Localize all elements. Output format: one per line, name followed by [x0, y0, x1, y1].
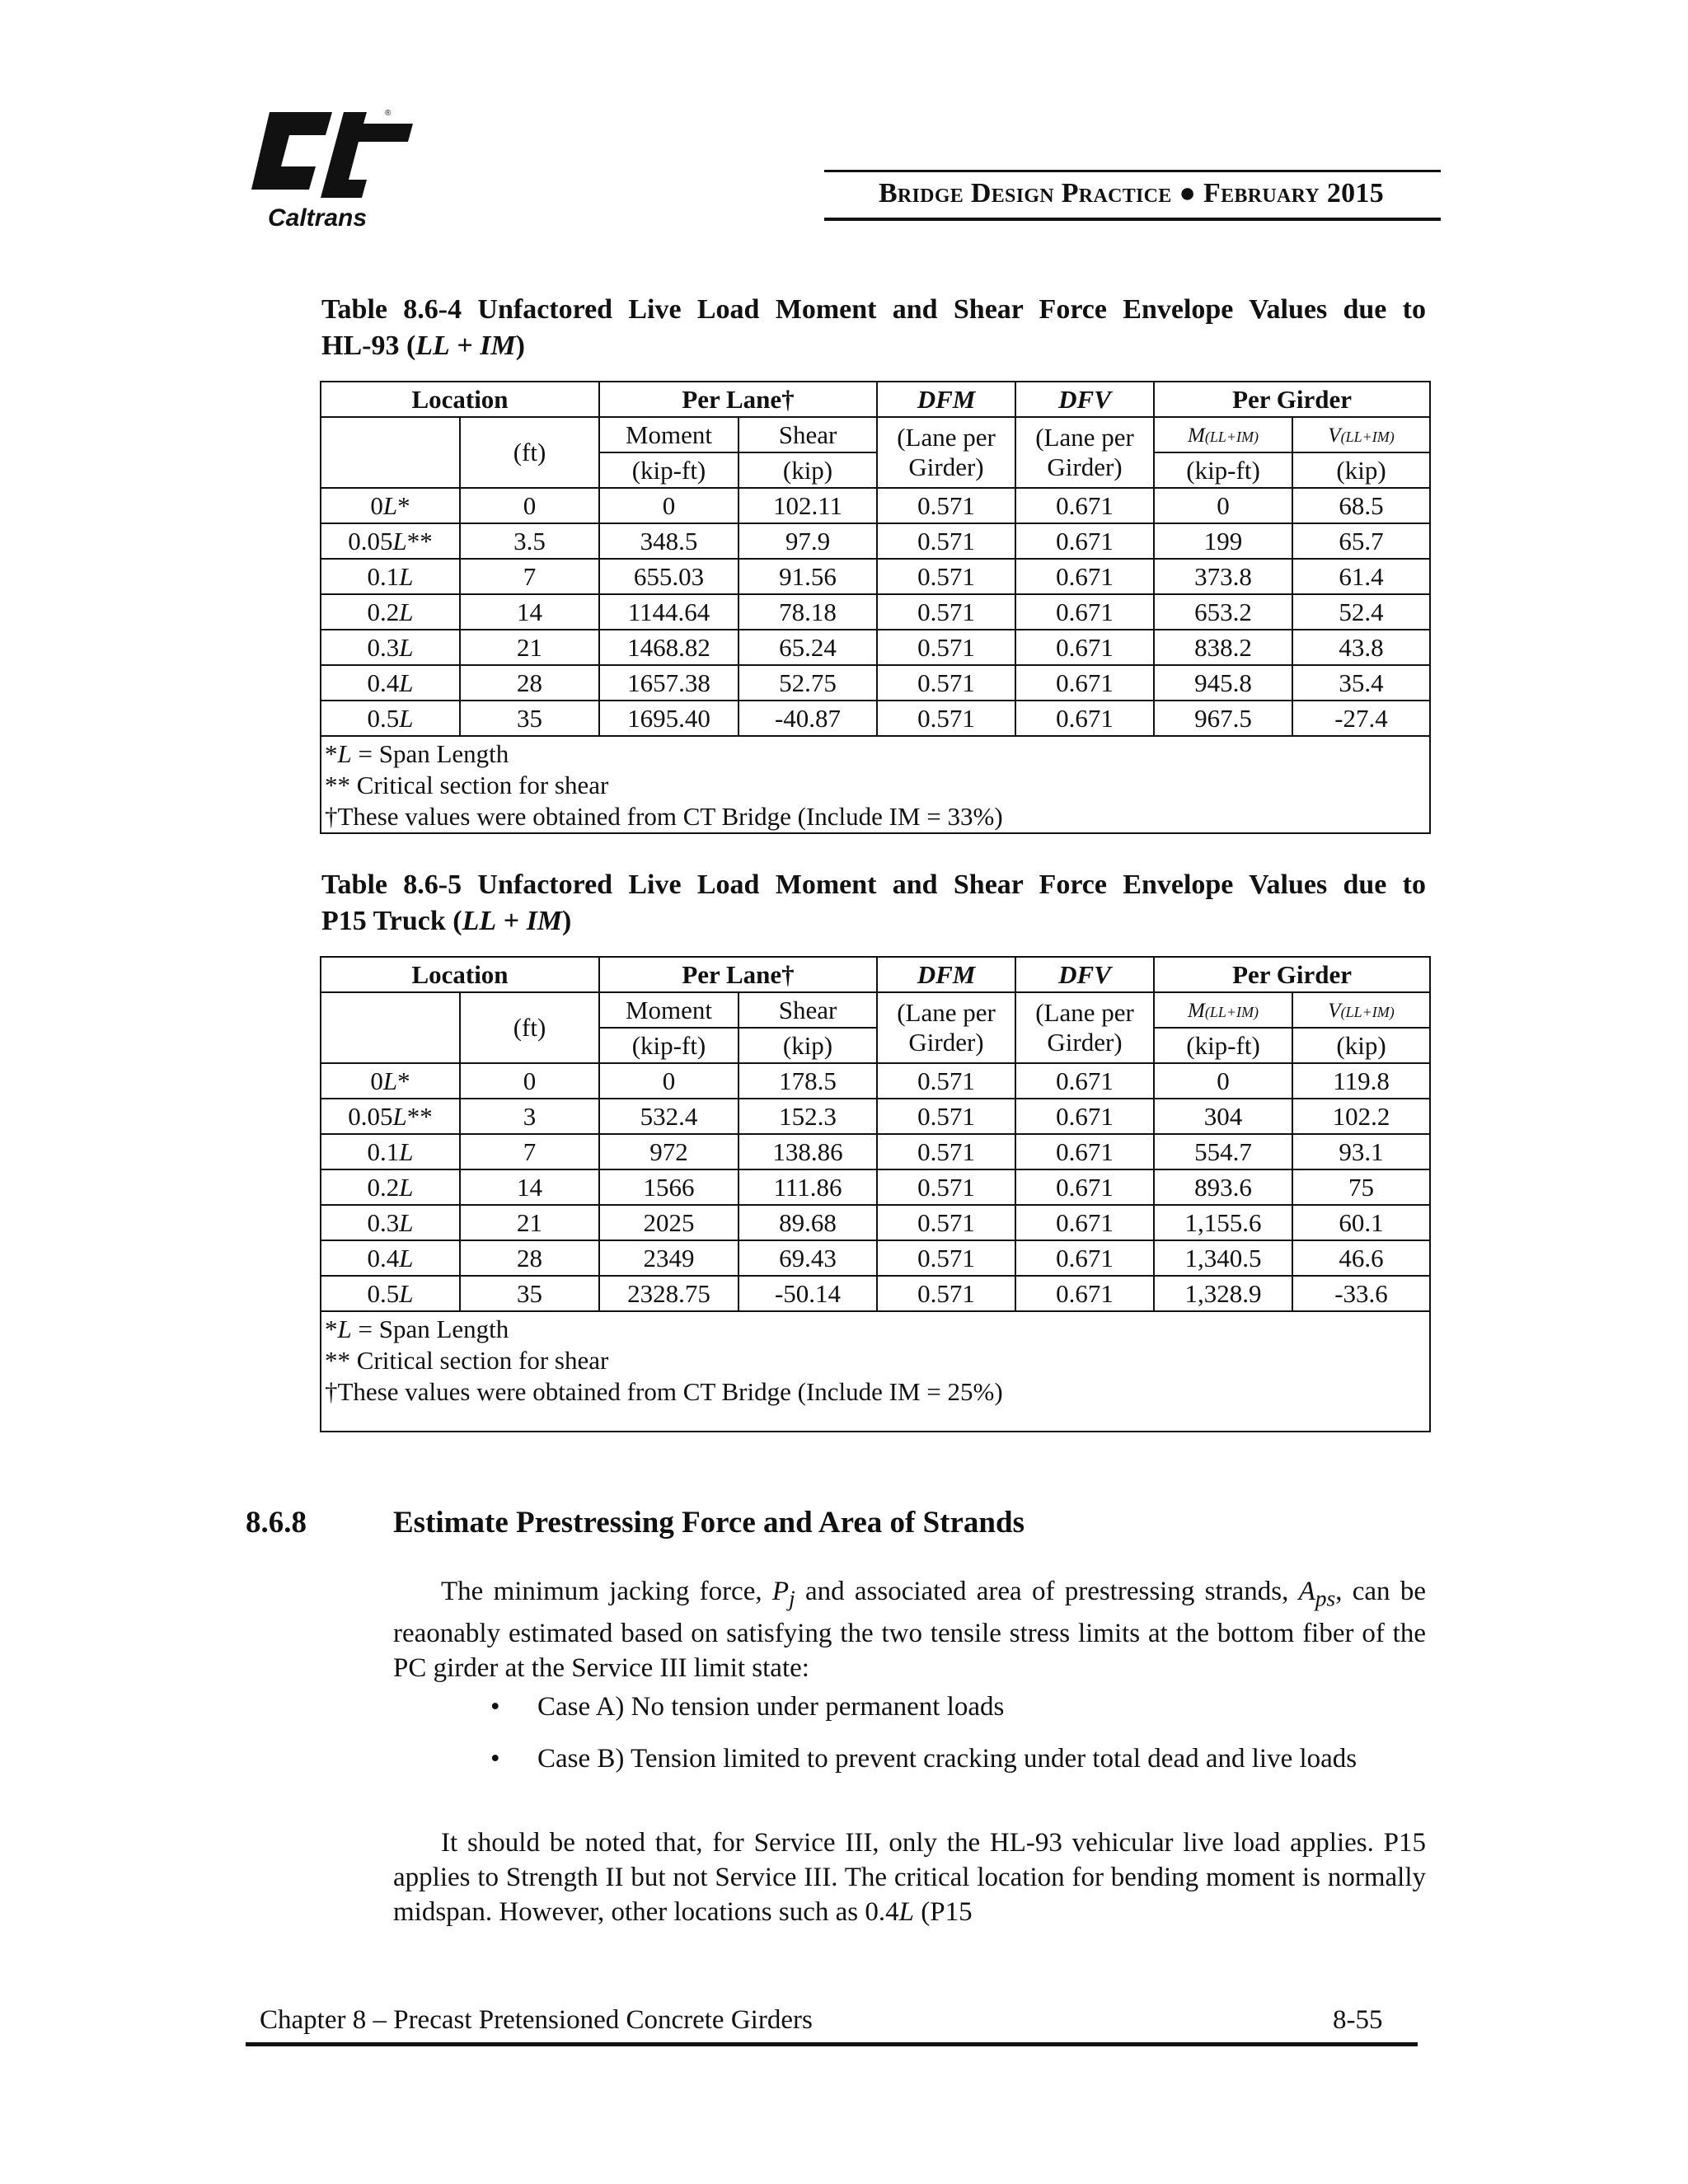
footer-rule — [246, 2042, 1418, 2046]
table-p15 — [320, 956, 1431, 1432]
cell-location: 0.5L — [321, 1276, 460, 1311]
cell-ft: 21 — [460, 1205, 599, 1240]
cell-dfv: 0.671 — [1015, 665, 1154, 701]
table-row — [321, 1240, 1430, 1276]
cell-v-girder: 61.4 — [1292, 559, 1430, 594]
cell-ft: 0 — [460, 1063, 599, 1099]
paragraph-intro — [393, 1574, 1426, 1685]
note-span-length: *L = Span Length — [325, 739, 509, 768]
cell-m-girder: 1,155.6 — [1154, 1205, 1292, 1240]
cell-shear: 78.18 — [738, 594, 877, 630]
header-dfm: DFM — [877, 957, 1015, 992]
table-row — [321, 1169, 1430, 1205]
cell-dfm: 0.571 — [877, 1099, 1015, 1134]
paragraph-text: The minimum jacking force, $P_j$ and associated area of prestressing strands, $A_{ps}$, can be reaonably estimated based on satisfying the two tensile stress limits at the bottom fiber of the PC girder at the Service III limit state: — [393, 1577, 1426, 1683]
header-ft: (ft) — [460, 417, 599, 488]
cell-m-girder: 554.7 — [1154, 1134, 1292, 1169]
note-ct-bridge: †These values were obtained from CT Bridge (Include IM = 33%) — [325, 802, 1003, 831]
llim-subscript: (LL+IM) — [1204, 428, 1259, 445]
cell-dfm: 0.571 — [877, 630, 1015, 665]
paragraph-service-iii — [393, 1825, 1426, 1929]
cell-shear: 65.24 — [738, 630, 877, 665]
header-location: Location — [321, 957, 599, 992]
cell-dfv: 0.671 — [1015, 594, 1154, 630]
table-row — [321, 559, 1430, 594]
cell-dfm: 0.571 — [877, 488, 1015, 523]
cell-moment: 532.4 — [599, 1099, 738, 1134]
cell-v-girder: -27.4 — [1292, 701, 1430, 736]
cell-dfv: 0.671 — [1015, 559, 1154, 594]
cell-ft: 21 — [460, 630, 599, 665]
cell-moment: 2349 — [599, 1240, 738, 1276]
lane-per-text: (Lane per — [897, 998, 996, 1027]
cell-dfv: 0.671 — [1015, 701, 1154, 736]
cell-dfm: 0.571 — [877, 1063, 1015, 1099]
table-row — [321, 1134, 1430, 1169]
cell-location: 0.5L — [321, 701, 460, 736]
cell-dfm: 0.571 — [877, 1169, 1015, 1205]
cell-ft: 35 — [460, 1276, 599, 1311]
cell-ft: 28 — [460, 665, 599, 701]
llim-subscript: (LL+IM) — [1204, 1003, 1259, 1020]
cell-ft: 28 — [460, 1240, 599, 1276]
header-dfm-unit — [877, 417, 1015, 488]
cell-moment: 0 — [599, 488, 738, 523]
cell-m-girder: 1,340.5 — [1154, 1240, 1292, 1276]
header-dfm-unit — [877, 992, 1015, 1063]
header-moment: Moment — [599, 417, 738, 452]
cell-ft: 3.5 — [460, 523, 599, 559]
header-kip-ft: (kip-ft) — [1154, 1028, 1292, 1063]
cell-location: 0.1L — [321, 559, 460, 594]
cell-v-girder: 102.2 — [1292, 1099, 1430, 1134]
paragraph-text: It should be noted that, for Service III, only the HL-93 vehicular live load applies. P15 applies to Strength II but not Service III. The critical location for bending moment is normally midspan. However, other locations such as 0.4L (P15 — [393, 1828, 1426, 1927]
cell-m-girder: 304 — [1154, 1099, 1292, 1134]
caltrans-logo-mark — [251, 105, 416, 231]
caltrans-logo — [251, 105, 416, 231]
header-rule-bottom — [824, 218, 1441, 221]
cell-location: 0.3L — [321, 1205, 460, 1240]
cell-m-girder: 0 — [1154, 488, 1292, 523]
lane-per-text: (Lane per — [1035, 998, 1134, 1027]
cell-v-girder: 46.6 — [1292, 1240, 1430, 1276]
cell-shear: -40.87 — [738, 701, 877, 736]
cell-shear: 152.3 — [738, 1099, 877, 1134]
header-per-girder: Per Girder — [1154, 382, 1430, 417]
cell-location: 0.2L — [321, 594, 460, 630]
cell-ft: 14 — [460, 594, 599, 630]
svg-text:®: ® — [385, 109, 392, 118]
header-shear: Shear — [738, 417, 877, 452]
cell-shear: 138.86 — [738, 1134, 877, 1169]
cell-moment: 348.5 — [599, 523, 738, 559]
header-kip-ft: (kip-ft) — [1154, 452, 1292, 488]
header-per-girder: Per Girder — [1154, 957, 1430, 992]
cell-ft: 3 — [460, 1099, 599, 1134]
header-kip-ft: (kip-ft) — [599, 452, 738, 488]
cell-dfv: 0.671 — [1015, 630, 1154, 665]
cell-dfm: 0.571 — [877, 1134, 1015, 1169]
table-row — [321, 594, 1430, 630]
cell-shear: 111.86 — [738, 1169, 877, 1205]
cell-ft: 0 — [460, 488, 599, 523]
note-critical-section: ** Critical section for shear — [325, 771, 609, 799]
cell-location: 0.3L — [321, 630, 460, 665]
bullet-item-case-a — [490, 1690, 1430, 1724]
table-row — [321, 665, 1430, 701]
cell-shear: 69.43 — [738, 1240, 877, 1276]
header-dfv-unit — [1015, 417, 1154, 488]
cell-moment: 2025 — [599, 1205, 738, 1240]
header-kip: (kip) — [1292, 452, 1430, 488]
cell-v-girder: 119.8 — [1292, 1063, 1430, 1099]
table-row — [321, 1063, 1430, 1099]
shear-symbol: V — [1328, 424, 1341, 447]
cell-location: 0.2L — [321, 1169, 460, 1205]
llim-subscript: (LL+IM) — [1340, 1003, 1395, 1020]
cell-v-girder: 65.7 — [1292, 523, 1430, 559]
cell-dfm: 0.571 — [877, 665, 1015, 701]
cell-dfm: 0.571 — [877, 559, 1015, 594]
cell-v-girder: -33.6 — [1292, 1276, 1430, 1311]
cell-dfv: 0.671 — [1015, 1276, 1154, 1311]
cell-dfm: 0.571 — [877, 1276, 1015, 1311]
header-v-llim — [1292, 417, 1430, 452]
footer-chapter: Chapter 8 – Precast Pretensioned Concrete Girders — [260, 2005, 813, 2035]
header-per-lane: Per Lane† — [599, 382, 877, 417]
cell-dfv: 0.671 — [1015, 1099, 1154, 1134]
cell-dfv: 0.671 — [1015, 1240, 1154, 1276]
moment-symbol: M — [1188, 424, 1205, 447]
note-ct-bridge: †These values were obtained from CT Bridge (Include IM = 25%) — [325, 1377, 1003, 1406]
footer-page-number: 8-55 — [1333, 2005, 1383, 2035]
table-caption-hl93 — [321, 292, 1426, 364]
header-shear: Shear — [738, 992, 877, 1028]
logo-wordmark: Caltrans — [268, 204, 368, 231]
moment-symbol: M — [1188, 999, 1205, 1022]
girder-text: Girder) — [908, 1028, 984, 1057]
cell-shear: -50.14 — [738, 1276, 877, 1311]
cell-m-girder: 199 — [1154, 523, 1292, 559]
lane-per-text: (Lane per — [897, 423, 996, 452]
cell-shear: 102.11 — [738, 488, 877, 523]
table-row — [321, 1205, 1430, 1240]
table-row — [321, 523, 1430, 559]
cell-dfv: 0.671 — [1015, 1134, 1154, 1169]
cell-location: 0.4L — [321, 1240, 460, 1276]
cell-dfm: 0.571 — [877, 523, 1015, 559]
llim-subscript: (LL+IM) — [1340, 428, 1395, 445]
table-row — [321, 701, 1430, 736]
cell-ft: 14 — [460, 1169, 599, 1205]
cell-location: 0L* — [321, 1063, 460, 1099]
bullet-item-case-b — [490, 1741, 1430, 1776]
note-span-length: *L = Span Length — [325, 1315, 509, 1343]
girder-text: Girder) — [1047, 1028, 1123, 1057]
caption-line1: Table 8.6-5 Unfactored Live Load Moment and Shear Force Envelope Values due to — [321, 869, 1426, 900]
cell-moment: 655.03 — [599, 559, 738, 594]
cell-moment: 1657.38 — [599, 665, 738, 701]
cell-moment: 0 — [599, 1063, 738, 1099]
cell-m-girder: 0 — [1154, 1063, 1292, 1099]
header-location: Location — [321, 382, 599, 417]
header-dfv: DFV — [1015, 382, 1154, 417]
table-row — [321, 1099, 1430, 1134]
cell-m-girder: 653.2 — [1154, 594, 1292, 630]
cell-m-girder: 945.8 — [1154, 665, 1292, 701]
cell-moment: 1468.82 — [599, 630, 738, 665]
cell-location: 0L* — [321, 488, 460, 523]
cell-ft: 35 — [460, 701, 599, 736]
table-row — [321, 488, 1430, 523]
header-m-llim — [1154, 417, 1292, 452]
cell-shear: 89.68 — [738, 1205, 877, 1240]
table-body — [321, 488, 1430, 833]
cell-location: 0.1L — [321, 1134, 460, 1169]
cell-dfm: 0.571 — [877, 594, 1015, 630]
cell-v-girder: 35.4 — [1292, 665, 1430, 701]
note-critical-section: ** Critical section for shear — [325, 1346, 609, 1375]
cell-m-girder: 893.6 — [1154, 1169, 1292, 1205]
header-rule-top — [824, 170, 1441, 172]
lane-per-text: (Lane per — [1035, 423, 1134, 452]
table-notes — [321, 736, 1430, 833]
girder-text: Girder) — [1047, 452, 1123, 481]
header-title: Bridge Design Practice ● February 2015 — [878, 178, 1385, 209]
cell-v-girder: 52.4 — [1292, 594, 1430, 630]
cell-v-girder: 93.1 — [1292, 1134, 1430, 1169]
cell-dfm: 0.571 — [877, 701, 1015, 736]
table-row — [321, 630, 1430, 665]
cell-location: 0.05L** — [321, 1099, 460, 1134]
cell-moment: 1144.64 — [599, 594, 738, 630]
table-notes-row — [321, 1311, 1430, 1432]
cell-m-girder: 1,328.9 — [1154, 1276, 1292, 1311]
header-per-lane: Per Lane† — [599, 957, 877, 992]
cell-moment: 1566 — [599, 1169, 738, 1205]
cell-v-girder: 60.1 — [1292, 1205, 1430, 1240]
bullet-text: Case A) No tension under permanent loads — [537, 1692, 1005, 1722]
cell-shear: 97.9 — [738, 523, 877, 559]
cell-moment: 2328.75 — [599, 1276, 738, 1311]
header-dfv: DFV — [1015, 957, 1154, 992]
header-kip: (kip) — [1292, 1028, 1430, 1063]
girder-text: Girder) — [908, 452, 984, 481]
header-moment: Moment — [599, 992, 738, 1028]
cell-moment: 972 — [599, 1134, 738, 1169]
table-caption-p15 — [321, 867, 1426, 940]
cell-shear: 91.56 — [738, 559, 877, 594]
header-dfv-unit — [1015, 992, 1154, 1063]
header-v-llim — [1292, 992, 1430, 1028]
cell-location: 0.05L** — [321, 523, 460, 559]
header-dfm: DFM — [877, 382, 1015, 417]
table-hl93 — [320, 381, 1431, 834]
cell-v-girder: 75 — [1292, 1169, 1430, 1205]
cell-ft: 7 — [460, 1134, 599, 1169]
bullet-icon: • — [490, 1692, 500, 1722]
cell-m-girder: 373.8 — [1154, 559, 1292, 594]
header-m-llim — [1154, 992, 1292, 1028]
header-ft: (ft) — [460, 992, 599, 1063]
cell-shear: 52.75 — [738, 665, 877, 701]
cell-m-girder: 967.5 — [1154, 701, 1292, 736]
cell-m-girder: 838.2 — [1154, 630, 1292, 665]
cell-dfv: 0.671 — [1015, 1205, 1154, 1240]
header-kip: (kip) — [738, 1028, 877, 1063]
cell-dfm: 0.571 — [877, 1205, 1015, 1240]
header-location-blank — [321, 417, 460, 488]
cell-ft: 7 — [460, 559, 599, 594]
cell-location: 0.4L — [321, 665, 460, 701]
header-location-blank — [321, 992, 460, 1063]
cell-shear: 178.5 — [738, 1063, 877, 1099]
cell-v-girder: 43.8 — [1292, 630, 1430, 665]
cell-v-girder: 68.5 — [1292, 488, 1430, 523]
table-body — [321, 1063, 1430, 1432]
bullet-icon: • — [490, 1744, 500, 1774]
table-notes-row — [321, 736, 1430, 833]
cell-dfv: 0.671 — [1015, 488, 1154, 523]
cell-dfv: 0.671 — [1015, 1063, 1154, 1099]
cell-dfm: 0.571 — [877, 1240, 1015, 1276]
caption-line2: P15 Truck (LL + IM) — [321, 906, 572, 936]
caption-line1: Table 8.6-4 Unfactored Live Load Moment and Shear Force Envelope Values due to — [321, 294, 1426, 325]
header-kip: (kip) — [738, 452, 877, 488]
bullet-text: Case B) Tension limited to prevent cracking under total dead and live loads — [537, 1744, 1357, 1774]
table-notes — [321, 1311, 1430, 1432]
shear-symbol: V — [1328, 999, 1341, 1022]
cell-dfv: 0.671 — [1015, 523, 1154, 559]
header-kip-ft: (kip-ft) — [599, 1028, 738, 1063]
section-title: Estimate Prestressing Force and Area of Strands — [393, 1506, 1025, 1540]
cell-dfv: 0.671 — [1015, 1169, 1154, 1205]
section-number: 8.6.8 — [246, 1506, 307, 1540]
caption-line2: HL-93 (LL + IM) — [321, 330, 525, 361]
table-row — [321, 1276, 1430, 1311]
cell-moment: 1695.40 — [599, 701, 738, 736]
